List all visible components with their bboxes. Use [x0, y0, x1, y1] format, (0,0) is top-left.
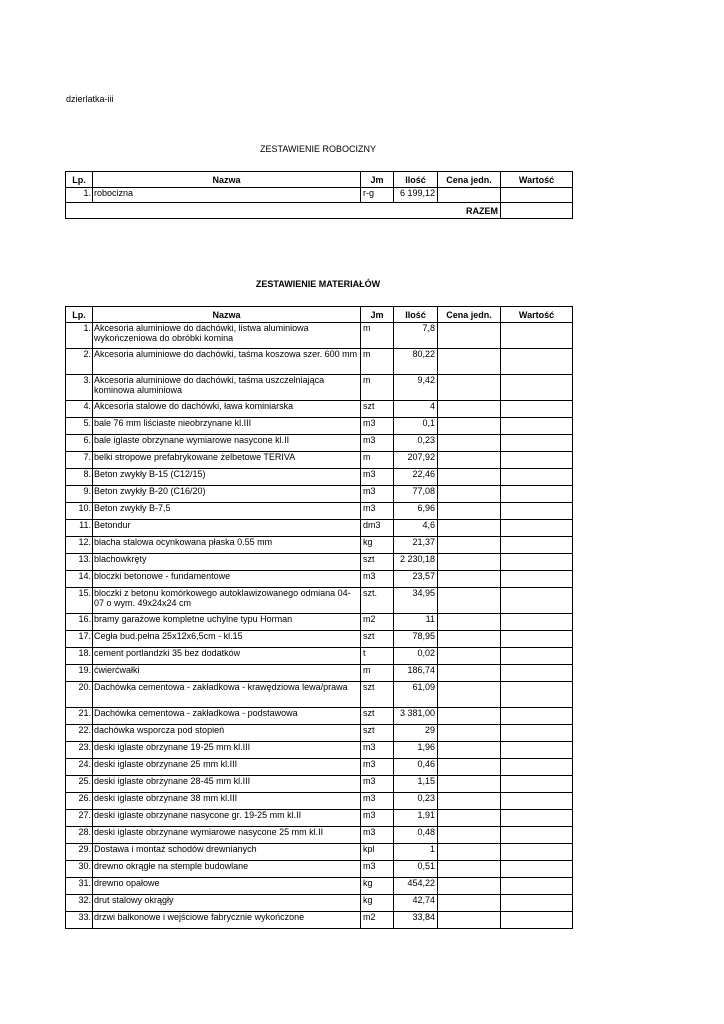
cell-unit: m3	[361, 810, 394, 827]
table-row	[66, 571, 573, 588]
cell-unit: szt.	[361, 588, 394, 614]
cell-name: Akcesoria aluminiowe do dachówki, taśma koszowa szer. 600 mm	[93, 349, 361, 375]
cell-name: deski iglaste obrzynane nasycone gr. 19-25 mm kl.II	[93, 810, 361, 827]
cell-price	[438, 571, 501, 588]
cell-name: bloczki betonowe - fundamentowe	[93, 571, 361, 588]
cell-qty: 42,74	[394, 895, 438, 912]
cell-unit: m2	[361, 912, 394, 929]
cell-unit: m3	[361, 861, 394, 878]
cell-value	[501, 895, 573, 912]
cell-value	[501, 401, 573, 418]
cell-unit: szt	[361, 554, 394, 571]
cell-unit: m3	[361, 486, 394, 503]
cell-price	[438, 401, 501, 418]
cell-lp: 2.	[66, 349, 93, 375]
col-unit: Jm	[361, 307, 394, 323]
cell-name: deski iglaste obrzynane wymiarowe nasycone 25 mm kl.II	[93, 827, 361, 844]
cell-value	[501, 614, 573, 631]
cell-qty: 61,09	[394, 682, 438, 708]
cell-price	[438, 588, 501, 614]
total-value	[501, 203, 573, 219]
cell-name: Cegła bud.pełna 25x12x6,5cm - kl.15	[93, 631, 361, 648]
cell-value	[501, 708, 573, 725]
cell-value	[501, 435, 573, 452]
col-unit: Jm	[361, 172, 394, 188]
cell-qty: 2 230,18	[394, 554, 438, 571]
cell-value	[501, 665, 573, 682]
cell-name: deski iglaste obrzynane 25 mm kl.III	[93, 759, 361, 776]
table-row	[66, 614, 573, 631]
cell-qty: 1	[394, 844, 438, 861]
cell-lp: 13.	[66, 554, 93, 571]
table-row	[66, 349, 573, 375]
cell-qty: 186,74	[394, 665, 438, 682]
cell-unit: dm3	[361, 520, 394, 537]
table-row	[66, 486, 573, 503]
cell-price	[438, 827, 501, 844]
cell-price	[438, 708, 501, 725]
table-row	[66, 810, 573, 827]
cell-lp: 14.	[66, 571, 93, 588]
cell-name: Beton zwykły B-20 (C16/20)	[93, 486, 361, 503]
cell-price	[438, 469, 501, 486]
cell-qty: 6,96	[394, 503, 438, 520]
cell-value	[501, 793, 573, 810]
cell-qty: 21,37	[394, 537, 438, 554]
cell-lp: 9.	[66, 486, 93, 503]
table-row	[66, 682, 573, 708]
cell-qty: 22,46	[394, 469, 438, 486]
cell-value	[501, 349, 573, 375]
table-row	[66, 469, 573, 486]
cell-name: dachówka wsporcza pod stopień	[93, 725, 361, 742]
cell-name: drut stalowy okrągły	[93, 895, 361, 912]
cell-name: bloczki z betonu komórkowego autoklawizowanego odmiana 04-07 o wym. 49x24x24 cm	[93, 588, 361, 614]
cell-name: drzwi balkonowe i wejściowe fabrycznie wykończone	[93, 912, 361, 929]
cell-price	[438, 486, 501, 503]
cell-lp: 33.	[66, 912, 93, 929]
table-row	[66, 554, 573, 571]
cell-name: drewno opałowe	[93, 878, 361, 895]
table-row	[66, 708, 573, 725]
cell-value	[501, 844, 573, 861]
cell-name: Dachówka cementowa - zakładkowa - podstawowa	[93, 708, 361, 725]
cell-lp: 24.	[66, 759, 93, 776]
cell-qty: 23,57	[394, 571, 438, 588]
cell-name: Akcesoria aluminiowe do dachówki, listwa aluminiowa wykończeniowa do obróbki komina	[93, 323, 361, 349]
cell-unit: m3	[361, 742, 394, 759]
table-row	[66, 793, 573, 810]
table-row	[66, 188, 573, 203]
cell-lp: 15.	[66, 588, 93, 614]
cell-price	[438, 759, 501, 776]
cell-value	[501, 571, 573, 588]
cell-value	[501, 452, 573, 469]
cell-name: robocizna	[93, 188, 361, 203]
table-row	[66, 912, 573, 929]
cell-lp: 16.	[66, 614, 93, 631]
cell-value	[501, 188, 573, 203]
cell-lp: 26.	[66, 793, 93, 810]
col-name: Nazwa	[93, 307, 361, 323]
cell-value	[501, 648, 573, 665]
cell-price	[438, 554, 501, 571]
table-row	[66, 375, 573, 401]
cell-unit: m	[361, 452, 394, 469]
cell-name: belki stropowe prefabrykowane żelbetowe TERIVA	[93, 452, 361, 469]
cell-price	[438, 844, 501, 861]
cell-qty: 3 381,00	[394, 708, 438, 725]
cell-unit: m	[361, 665, 394, 682]
cell-value	[501, 776, 573, 793]
cell-qty: 0,02	[394, 648, 438, 665]
cell-unit: t	[361, 648, 394, 665]
cell-price	[438, 648, 501, 665]
cell-price	[438, 188, 501, 203]
cell-qty: 0,51	[394, 861, 438, 878]
cell-value	[501, 861, 573, 878]
cell-name: Beton zwykły B-15 (C12/15)	[93, 469, 361, 486]
cell-qty: 1,15	[394, 776, 438, 793]
cell-qty: 80,22	[394, 349, 438, 375]
cell-name: blachowkręty	[93, 554, 361, 571]
table-row	[66, 844, 573, 861]
cell-unit: kg	[361, 895, 394, 912]
materials-body	[66, 323, 573, 929]
table-row	[66, 401, 573, 418]
cell-price	[438, 375, 501, 401]
cell-price	[438, 810, 501, 827]
cell-value	[501, 759, 573, 776]
cell-unit: m3	[361, 435, 394, 452]
cell-lp: 7.	[66, 452, 93, 469]
cell-qty: 454,22	[394, 878, 438, 895]
cell-value	[501, 537, 573, 554]
table-row	[66, 631, 573, 648]
cell-unit: m3	[361, 418, 394, 435]
cell-value	[501, 588, 573, 614]
cell-unit: m2	[361, 614, 394, 631]
cell-price	[438, 912, 501, 929]
cell-lp: 21.	[66, 708, 93, 725]
cell-qty: 11	[394, 614, 438, 631]
cell-unit: m3	[361, 793, 394, 810]
total-row	[66, 203, 573, 219]
cell-name: deski iglaste obrzynane 19-25 mm kl.III	[93, 742, 361, 759]
cell-qty: 4,6	[394, 520, 438, 537]
cell-name: Dachówka cementowa - zakładkowa - krawędziowa lewa/prawa	[93, 682, 361, 708]
cell-lp: 25.	[66, 776, 93, 793]
cell-unit: m	[361, 349, 394, 375]
cell-price	[438, 776, 501, 793]
cell-unit: szt	[361, 682, 394, 708]
cell-name: bramy garażowe kompletne uchylne typu Horman	[93, 614, 361, 631]
table-row	[66, 878, 573, 895]
cell-name: Akcesoria stalowe do dachówki, ława kominiarska	[93, 401, 361, 418]
cell-value	[501, 682, 573, 708]
table-row	[66, 759, 573, 776]
materials-header-row	[66, 307, 573, 323]
cell-price	[438, 895, 501, 912]
cell-unit: m	[361, 375, 394, 401]
cell-price	[438, 349, 501, 375]
table-row	[66, 537, 573, 554]
cell-qty: 0,48	[394, 827, 438, 844]
table-row	[66, 520, 573, 537]
cell-price	[438, 452, 501, 469]
cell-unit: szt	[361, 401, 394, 418]
cell-value	[501, 725, 573, 742]
cell-qty: 1,96	[394, 742, 438, 759]
cell-unit: m3	[361, 759, 394, 776]
cell-unit: m3	[361, 571, 394, 588]
cell-lp: 6.	[66, 435, 93, 452]
table-row	[66, 648, 573, 665]
cell-price	[438, 418, 501, 435]
table-row	[66, 323, 573, 349]
table-row	[66, 776, 573, 793]
cell-value	[501, 503, 573, 520]
col-qty: Ilość	[394, 307, 438, 323]
cell-price	[438, 537, 501, 554]
cell-lp: 31.	[66, 878, 93, 895]
cell-lp: 1.	[66, 188, 93, 203]
document-header-code: dzierlatka-iii	[66, 94, 114, 104]
table-row	[66, 503, 573, 520]
cell-lp: 27.	[66, 810, 93, 827]
table-row	[66, 861, 573, 878]
cell-lp: 5.	[66, 418, 93, 435]
cell-name: deski iglaste obrzynane 28-45 mm kl.III	[93, 776, 361, 793]
table-row	[66, 827, 573, 844]
table-row	[66, 435, 573, 452]
materials-table	[65, 306, 573, 929]
materials-title: ZESTAWIENIE MATERIAŁÓW	[255, 279, 381, 289]
cell-name: blacha stalowa ocynkowana płaska 0.55 mm	[93, 537, 361, 554]
cell-lp: 12.	[66, 537, 93, 554]
cell-price	[438, 861, 501, 878]
cell-unit: szt	[361, 631, 394, 648]
cell-unit: kg	[361, 537, 394, 554]
table-row	[66, 742, 573, 759]
cell-price	[438, 665, 501, 682]
cell-name: deski iglaste obrzynane 38 mm kl.III	[93, 793, 361, 810]
cell-unit: r-g	[361, 188, 394, 203]
col-lp: Lp.	[66, 172, 93, 188]
cell-value	[501, 323, 573, 349]
cell-value	[501, 827, 573, 844]
cell-qty: 4	[394, 401, 438, 418]
cell-name: Beton zwykły B-7,5	[93, 503, 361, 520]
cell-name: Dostawa i montaż schodów drewnianych	[93, 844, 361, 861]
cell-name: Betondur	[93, 520, 361, 537]
total-label: RAZEM	[66, 203, 501, 219]
cell-qty: 77,08	[394, 486, 438, 503]
table-row	[66, 895, 573, 912]
cell-unit: kpl	[361, 844, 394, 861]
table-row	[66, 452, 573, 469]
cell-name: bale 76 mm liściaste nieobrzynane kl.III	[93, 418, 361, 435]
labor-title: ZESTAWIENIE ROBOCIZNY	[259, 144, 376, 154]
cell-lp: 32.	[66, 895, 93, 912]
cell-name: cement portlandzki 35 bez dodatków	[93, 648, 361, 665]
cell-name: bale iglaste obrzynane wymiarowe nasycone kl.II	[93, 435, 361, 452]
cell-qty: 78,95	[394, 631, 438, 648]
cell-price	[438, 614, 501, 631]
cell-qty: 0,1	[394, 418, 438, 435]
cell-qty: 9,42	[394, 375, 438, 401]
cell-lp: 10.	[66, 503, 93, 520]
cell-lp: 11.	[66, 520, 93, 537]
cell-price	[438, 435, 501, 452]
cell-qty: 1,91	[394, 810, 438, 827]
cell-lp: 19.	[66, 665, 93, 682]
cell-price	[438, 793, 501, 810]
cell-name: ćwierćwałki	[93, 665, 361, 682]
cell-value	[501, 742, 573, 759]
cell-value	[501, 631, 573, 648]
cell-lp: 28.	[66, 827, 93, 844]
table-row	[66, 418, 573, 435]
col-name: Nazwa	[93, 172, 361, 188]
col-price: Cena jedn.	[438, 307, 501, 323]
col-value: Wartość	[501, 307, 573, 323]
cell-unit: szt	[361, 725, 394, 742]
cell-unit: szt	[361, 708, 394, 725]
table-row	[66, 588, 573, 614]
cell-lp: 3.	[66, 375, 93, 401]
table-row	[66, 725, 573, 742]
cell-name: Akcesoria aluminiowe do dachówki, taśma uszczelniająca kominowa aluminiowa	[93, 375, 361, 401]
cell-price	[438, 878, 501, 895]
cell-value	[501, 375, 573, 401]
cell-lp: 18.	[66, 648, 93, 665]
cell-lp: 20.	[66, 682, 93, 708]
cell-qty: 29	[394, 725, 438, 742]
cell-unit: m3	[361, 827, 394, 844]
cell-qty: 34,95	[394, 588, 438, 614]
col-qty: Ilość	[394, 172, 438, 188]
cell-price	[438, 503, 501, 520]
cell-lp: 4.	[66, 401, 93, 418]
cell-value	[501, 418, 573, 435]
cell-qty: 7,8	[394, 323, 438, 349]
col-price: Cena jedn.	[438, 172, 501, 188]
cell-value	[501, 912, 573, 929]
cell-qty: 33,84	[394, 912, 438, 929]
cell-price	[438, 323, 501, 349]
labor-header-row	[66, 172, 573, 188]
cell-value	[501, 878, 573, 895]
cell-lp: 30.	[66, 861, 93, 878]
cell-qty: 6 199,12	[394, 188, 438, 203]
cell-lp: 8.	[66, 469, 93, 486]
cell-unit: m3	[361, 469, 394, 486]
cell-qty: 0,46	[394, 759, 438, 776]
labor-table	[65, 171, 573, 219]
cell-lp: 1.	[66, 323, 93, 349]
cell-lp: 22.	[66, 725, 93, 742]
cell-price	[438, 682, 501, 708]
cell-value	[501, 486, 573, 503]
cell-price	[438, 742, 501, 759]
cell-value	[501, 554, 573, 571]
cell-value	[501, 810, 573, 827]
cell-value	[501, 520, 573, 537]
cell-qty: 0,23	[394, 435, 438, 452]
cell-price	[438, 631, 501, 648]
cell-name: drewno okrągłe na stemple budowlane	[93, 861, 361, 878]
cell-lp: 17.	[66, 631, 93, 648]
cell-price	[438, 520, 501, 537]
cell-value	[501, 469, 573, 486]
cell-qty: 207,92	[394, 452, 438, 469]
cell-unit: m3	[361, 503, 394, 520]
cell-lp: 23.	[66, 742, 93, 759]
table-row	[66, 665, 573, 682]
cell-qty: 0,23	[394, 793, 438, 810]
cell-price	[438, 725, 501, 742]
cell-unit: kg	[361, 878, 394, 895]
col-lp: Lp.	[66, 307, 93, 323]
col-value: Wartość	[501, 172, 573, 188]
cell-unit: m	[361, 323, 394, 349]
cell-unit: m3	[361, 776, 394, 793]
cell-lp: 29.	[66, 844, 93, 861]
